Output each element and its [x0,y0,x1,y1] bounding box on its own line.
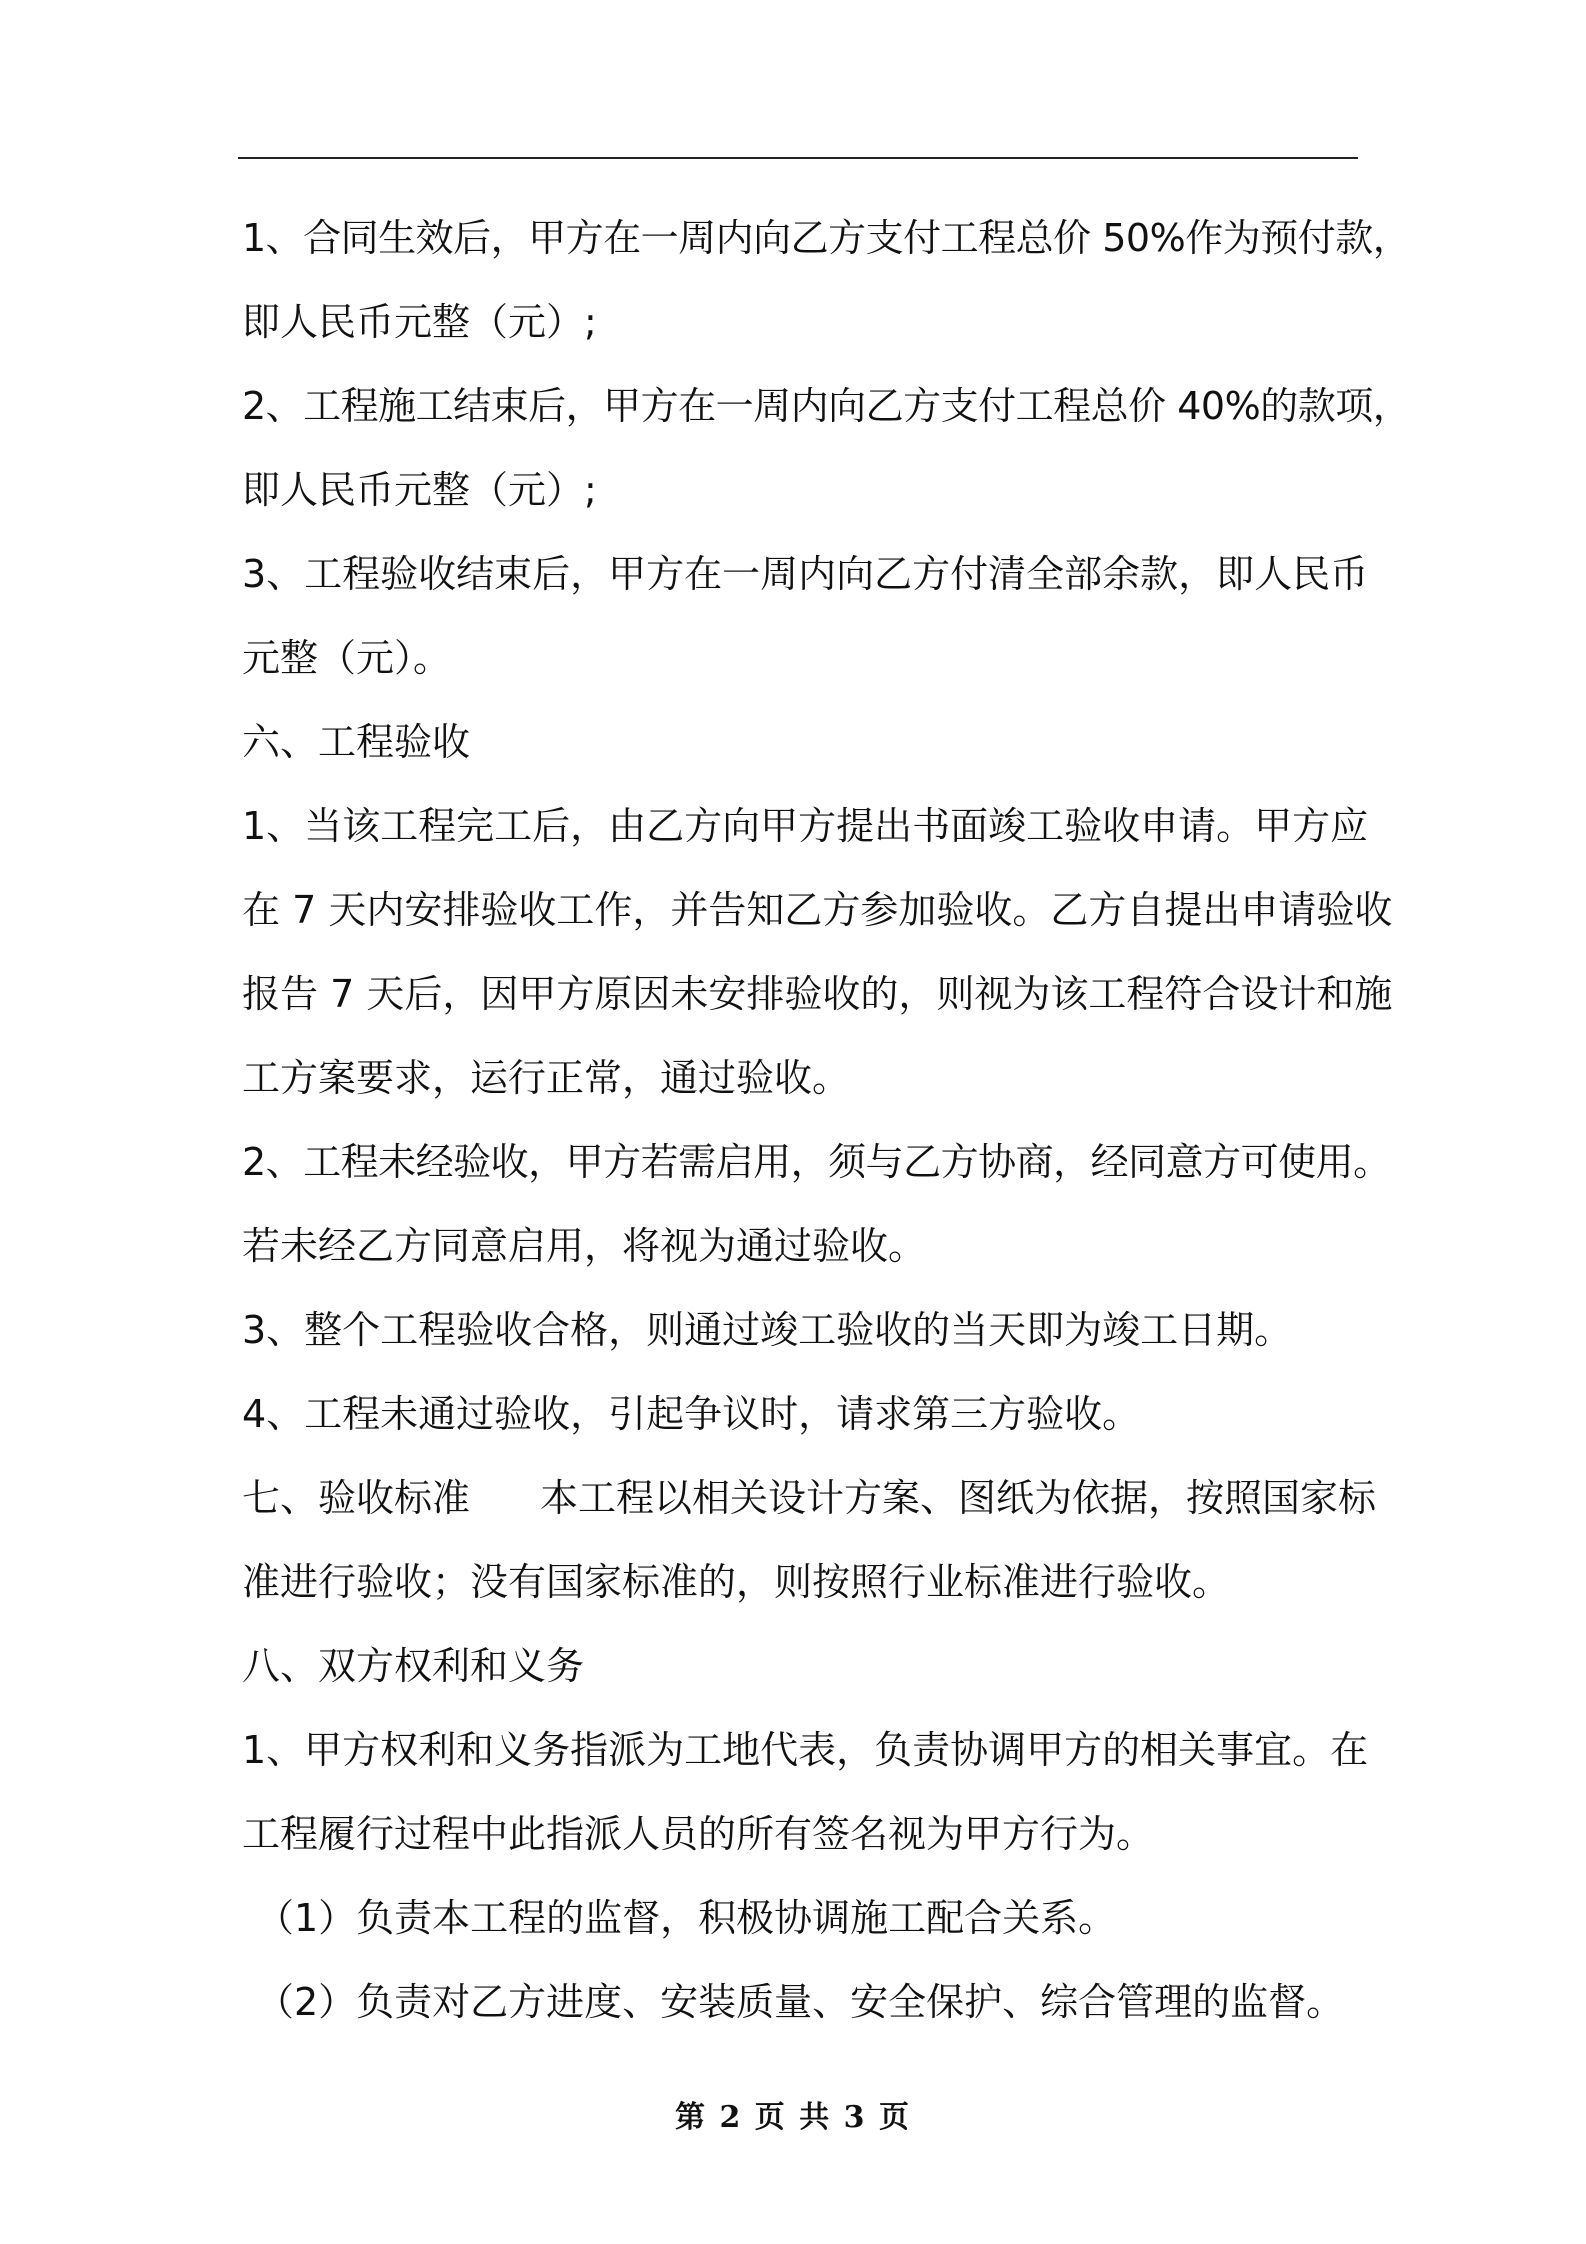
text-line: 工方案要求，运行正常，通过验收。 [242,1056,851,1100]
section-7-line [242,1456,1377,1540]
section-heading-7: 七、验收标准 [242,1476,471,1520]
text-line: （1）负责本工程的监督，积极协调施工配合关系。 [256,1896,1117,1940]
text-line: 报告 7 天后，因甲方原因未安排验收的，则视为该工程符合设计和施 [242,972,1393,1016]
text-line: 若未经乙方同意启用，将视为通过验收。 [242,1224,927,1268]
text-line: 即人民币元整（元）; [242,468,597,512]
text-line: 4、工程未通过验收，引起争议时，请求第三方验收。 [242,1392,1141,1436]
text-line: 元整（元）。 [242,636,452,680]
section-heading-8: 八、双方权利和义务 [242,1644,585,1688]
page-number-footer: 第 2 页 共 3 页 [675,2100,911,2135]
text-line: 2、工程施工结束后，甲方在一周内向乙方支付工程总价 40%的款项， [242,384,1411,428]
section-7-text: 本工程以相关设计方案、图纸为依据，按照国家标 [540,1476,1377,1520]
text-line: 2、工程未经验收，甲方若需启用，须与乙方协商，经同意方可使用。 [242,1140,1391,1184]
text-line: 1、当该工程完工后，由乙方向甲方提出书面竣工验收申请。甲方应 [242,804,1369,848]
header-rule [238,157,1358,159]
text-line: 工程履行过程中此指派人员的所有签名视为甲方行为。 [242,1812,1155,1856]
text-line: 即人民币元整（元）; [242,300,597,344]
text-line: 1、合同生效后，甲方在一周内向乙方支付工程总价 50%作为预付款， [242,216,1411,260]
text-line: 准进行验收；没有国家标准的，则按照行业标准进行验收。 [242,1560,1231,1604]
text-line: （2）负责对乙方进度、安装质量、安全保护、综合管理的监督。 [256,1980,1345,2024]
document-body [242,196,1411,2044]
text-line: 在 7 天内安排验收工作，并告知乙方参加验收。乙方自提出申请验收 [242,888,1393,932]
section-heading-6: 六、工程验收 [242,720,471,764]
text-line: 3、工程验收结束后，甲方在一周内向乙方付清全部余款，即人民币 [242,552,1369,596]
text-line: 3、整个工程验收合格，则通过竣工验收的当天即为竣工日期。 [242,1308,1293,1352]
text-line: 1、甲方权利和义务指派为工地代表，负责协调甲方的相关事宜。在 [242,1728,1369,1772]
